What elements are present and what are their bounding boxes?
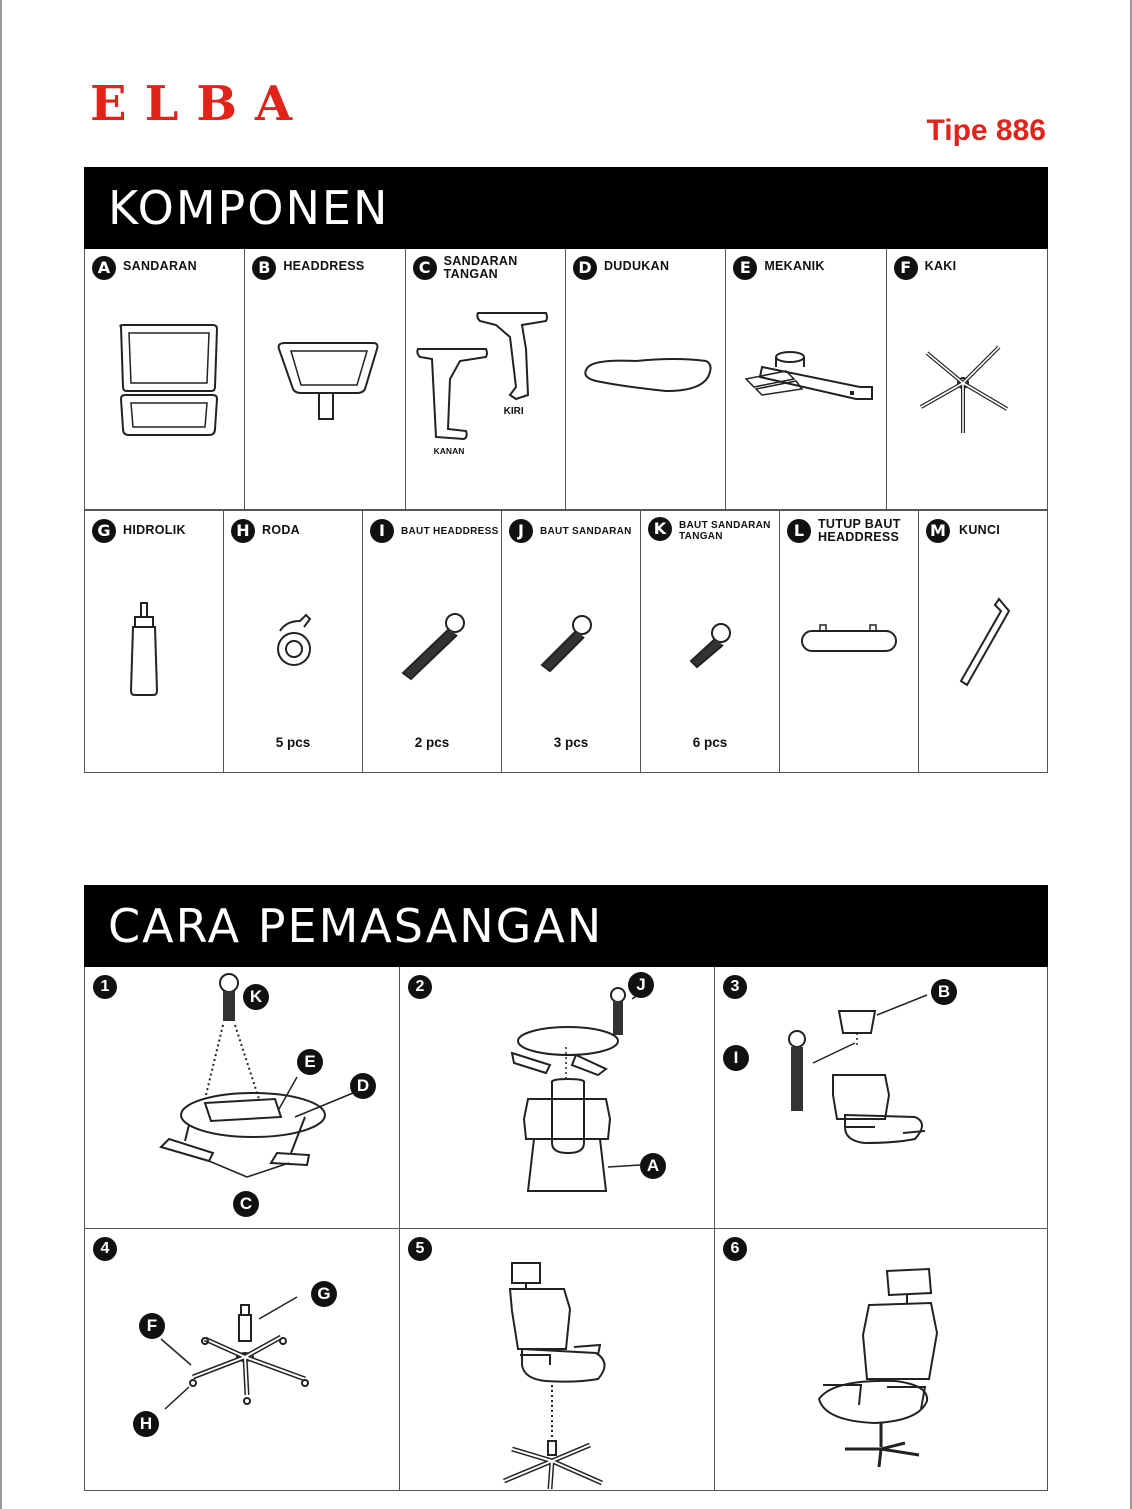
component-name: TUTUP BAUT HEADDRESS: [818, 517, 901, 544]
allen-key-illustration: [919, 511, 1047, 771]
callout-d: D: [350, 1073, 376, 1099]
component-card-h: [224, 511, 363, 772]
component-letter: C: [413, 256, 437, 280]
step-number: 4: [93, 1237, 117, 1261]
step-4-illustration: [85, 1229, 400, 1491]
assembly-step-4: [85, 1229, 400, 1491]
assembly-header: CARA PEMASANGAN: [84, 885, 1048, 967]
component-letter: I: [370, 519, 394, 543]
component-card-g: [85, 511, 224, 772]
mechanism-illustration: [726, 249, 886, 509]
assembly-step-5: [400, 1229, 715, 1491]
component-quantity: 2 pcs: [414, 735, 450, 750]
component-card-m: [919, 511, 1047, 772]
component-card-a: [85, 249, 245, 510]
step-number: 2: [408, 975, 432, 999]
step-3-illustration: [715, 967, 1047, 1229]
component-letter: F: [894, 256, 918, 280]
component-letter: D: [573, 256, 597, 280]
component-card-k: [641, 511, 780, 772]
component-name: KUNCI: [959, 523, 1001, 537]
component-card-j: [502, 511, 641, 772]
component-card-i: [363, 511, 502, 772]
backrest-bolt-illustration: [502, 511, 641, 771]
callout-k: K: [243, 984, 269, 1010]
step-number: 5: [408, 1237, 432, 1261]
armrest-left-label: KANAN: [433, 446, 465, 456]
assembly-step-2: [400, 967, 715, 1229]
component-letter: M: [926, 519, 950, 543]
assembly-steps: [84, 967, 1048, 1491]
component-name: KAKI: [924, 259, 957, 273]
component-name: SANDARAN: [123, 259, 197, 273]
gas-cylinder-illustration: [85, 511, 224, 771]
component-name: MEKANIK: [764, 259, 825, 273]
brand-logo: ELBA: [90, 76, 311, 132]
assembly-step-3: [715, 967, 1047, 1229]
caster-wheel-illustration: [224, 511, 363, 771]
component-name: HEADDRESS: [283, 259, 365, 273]
components-row-2: [84, 511, 1048, 773]
callout-g: G: [311, 1281, 337, 1307]
component-name: DUDUKAN: [603, 259, 670, 273]
components-row-1: [84, 249, 1048, 511]
step-number: 3: [723, 975, 747, 999]
armrest-right-label: KIRI: [503, 406, 524, 417]
base-illustration: [887, 249, 1047, 509]
component-card-l: [780, 511, 919, 772]
component-card-b: [245, 249, 405, 510]
step-number: 1: [93, 975, 117, 999]
armrest-illustration: [406, 249, 566, 509]
component-card-e: [726, 249, 886, 510]
callout-h: H: [133, 1411, 159, 1437]
component-letter: K: [648, 517, 672, 541]
armrest-bolt-illustration: [641, 511, 780, 771]
component-letter: G: [92, 519, 116, 543]
assembly-step-1: [85, 967, 400, 1229]
model-type: Tipe 886: [926, 114, 1046, 147]
assembly-step-6: [715, 1229, 1047, 1491]
callout-a: A: [640, 1153, 666, 1179]
headrest-bolt-illustration: [363, 511, 502, 771]
callout-b: B: [931, 979, 957, 1005]
callout-i: I: [723, 1045, 749, 1071]
component-name: BAUT SANDARAN TANGAN: [679, 520, 771, 542]
component-name: BAUT SANDARAN: [540, 526, 632, 537]
step-5-illustration: [400, 1229, 715, 1491]
component-name: RODA: [262, 523, 301, 537]
headrest-bolt-cover-illustration: [780, 511, 919, 771]
component-letter: E: [733, 256, 757, 280]
callout-j: J: [628, 972, 654, 998]
backrest-illustration: [85, 249, 245, 509]
component-quantity: 3 pcs: [553, 735, 589, 750]
component-letter: L: [787, 519, 811, 543]
component-letter: J: [509, 519, 533, 543]
seat-illustration: [566, 249, 726, 509]
component-quantity: 5 pcs: [275, 735, 311, 750]
component-quantity: 6 pcs: [692, 735, 728, 750]
headrest-illustration: [245, 249, 405, 509]
callout-e: E: [297, 1049, 323, 1075]
step-number: 6: [723, 1237, 747, 1261]
component-name: BAUT HEADDRESS: [401, 526, 499, 537]
callout-c: C: [233, 1191, 259, 1217]
component-letter: H: [231, 519, 255, 543]
step-1-illustration: [85, 967, 400, 1229]
step-2-illustration: [400, 967, 715, 1229]
page-border-left: [0, 0, 2, 1509]
component-name: SANDARAN TANGAN: [443, 254, 518, 281]
component-letter: A: [92, 256, 116, 280]
step-6-illustration: [715, 1229, 1047, 1491]
callout-f: F: [139, 1313, 165, 1339]
component-name: HIDROLIK: [123, 523, 186, 537]
component-letter: B: [252, 256, 276, 280]
component-card-c: [406, 249, 566, 510]
component-card-f: [887, 249, 1047, 510]
components-header: KOMPONEN: [84, 167, 1048, 249]
component-card-d: [566, 249, 726, 510]
